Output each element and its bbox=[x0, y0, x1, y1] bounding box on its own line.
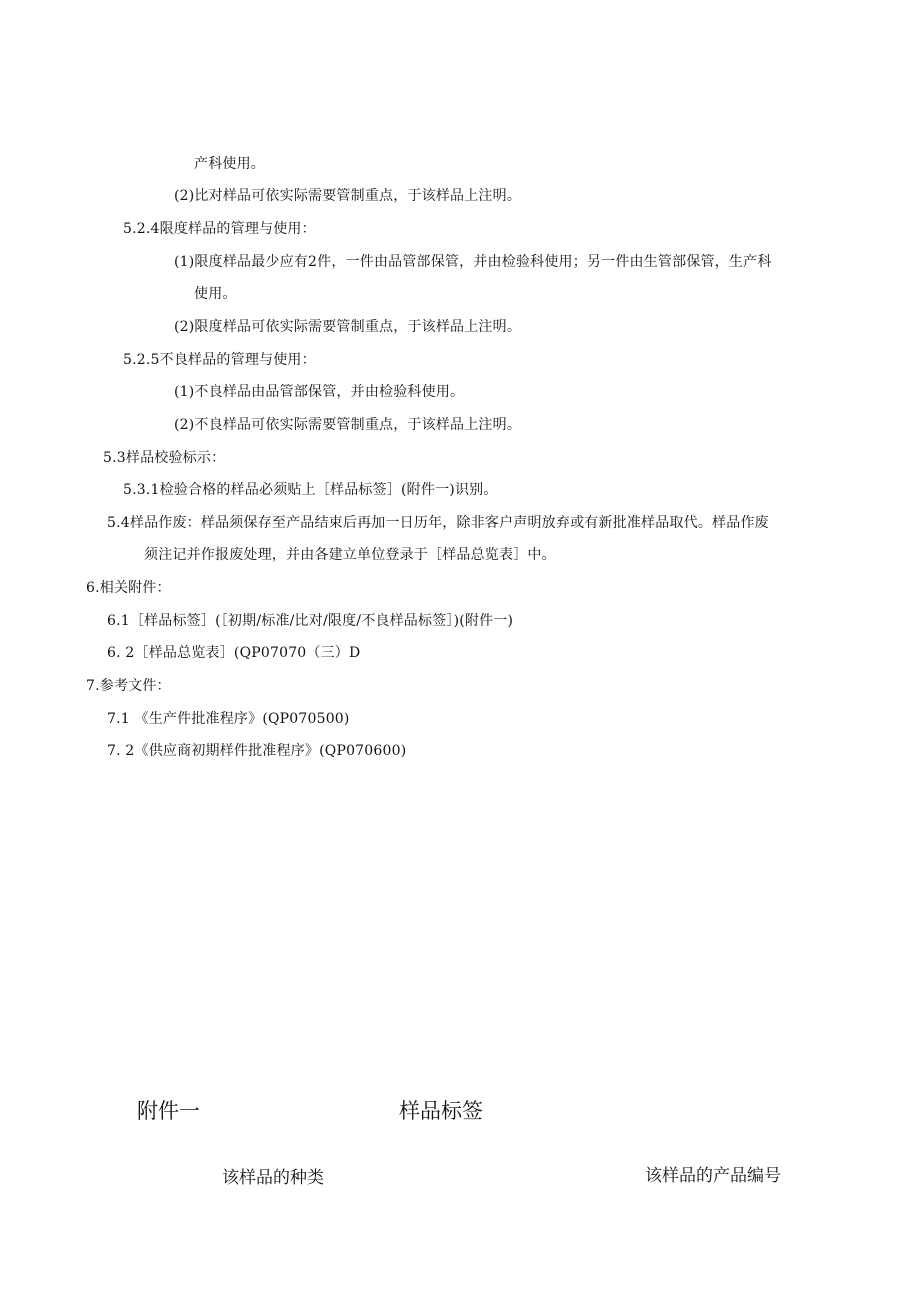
body-line: 5.3.1检验合格的样品必须贴上［样品标签］(附件一)识别。 bbox=[123, 482, 498, 498]
section-heading: 5.2.4限度样品的管理与使用： bbox=[123, 221, 316, 237]
section-heading: 7.参考文件： bbox=[86, 678, 171, 694]
product-number-field-label: 该样品的产品编号 bbox=[645, 1166, 781, 1186]
section-heading: 5.2.5不良样品的管理与使用： bbox=[123, 352, 316, 368]
body-line: (1)限度样品最少应有2件，一件由品管部保管，并由检验科使用；另一件由生管部保管，生产科 bbox=[174, 254, 772, 270]
body-line: 6.1［样品标签］(［初期/标准/比对/限度/不良样品标签］)(附件一) bbox=[107, 613, 514, 629]
body-line: 5.4样品作废：样品须保存至产品结束后再加一日历年，除非客户声明放弃或有新批准样品取代。样品作废 bbox=[107, 515, 769, 531]
section-heading: 6.相关附件： bbox=[86, 580, 171, 596]
body-line: 6. 2［样品总览表］(QP07070（三）D bbox=[107, 645, 361, 661]
body-line: (1)不良样品由品管部保管，并由检验科使用。 bbox=[174, 384, 465, 400]
body-line: 7. 2《供应商初期样件批准程序》(QP070600) bbox=[107, 743, 407, 759]
body-line: (2)比对样品可依实际需要管制重点，于该样品上注明。 bbox=[174, 188, 522, 204]
body-line: 7.1 《生产件批准程序》(QP070500) bbox=[107, 711, 350, 727]
attachment-label: 附件一 bbox=[137, 1099, 200, 1123]
sample-kind-field-label: 该样品的种类 bbox=[222, 1168, 324, 1188]
body-line: 须注记并作报废处理，并由各建立单位登录于［样品总览表］中。 bbox=[144, 547, 556, 563]
body-line: 产科使用。 bbox=[194, 156, 265, 172]
body-line: (2)不良样品可依实际需要管制重点，于该样品上注明。 bbox=[174, 417, 522, 433]
section-heading: 5.3样品校验标示： bbox=[103, 450, 226, 466]
body-line: 使用。 bbox=[194, 286, 237, 302]
attachment-title: 样品标签 bbox=[399, 1099, 483, 1123]
body-line: (2)限度样品可依实际需要管制重点，于该样品上注明。 bbox=[174, 319, 522, 335]
